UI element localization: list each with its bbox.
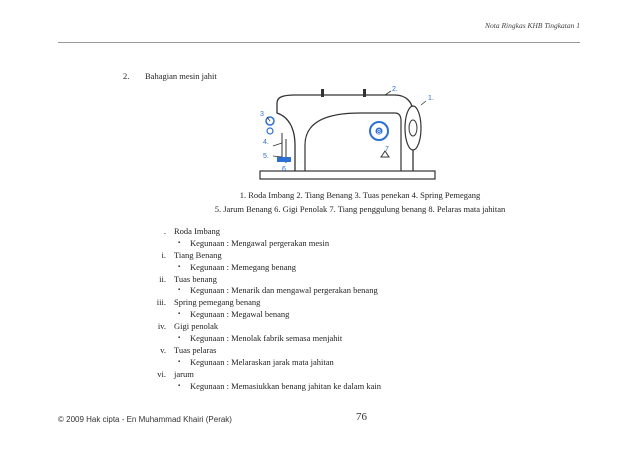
part-name: jarum	[174, 368, 194, 379]
part-name: Roda Imbang	[174, 226, 221, 236]
callout-label: 6	[282, 166, 286, 173]
sewing-machine-icon	[255, 83, 445, 187]
part-name: Spring pemegang benang	[174, 297, 261, 308]
list-subitem	[130, 285, 550, 297]
parts-list	[130, 226, 550, 392]
list-marker: vi.	[157, 368, 166, 379]
callout-label: 3	[260, 111, 264, 118]
list-marker: iii.	[156, 297, 166, 308]
callout-label: 4.	[263, 139, 269, 146]
list-item	[130, 345, 550, 357]
callout-label: 7	[385, 146, 389, 153]
callout-label: 5.	[263, 153, 269, 160]
list-subitem	[130, 333, 550, 345]
callout-label: 1.	[428, 95, 434, 102]
bullet-icon: ▪	[178, 311, 181, 318]
page-number: 76	[356, 411, 367, 423]
part-use: Kegunaan : Megawal benang	[190, 309, 290, 320]
callout-label: 2.	[392, 86, 398, 93]
list-subitem	[130, 262, 550, 274]
page-header: Nota Ringkas KHB Tingkatan 1	[484, 21, 580, 30]
part-use: Kegunaan : Memegang benang	[190, 261, 296, 272]
figure-caption-line-2: 5. Jarum Benang 6. Gigi Penolak 7. Tiang penggulung benang 8. Pelaras mata jahitan	[214, 204, 506, 214]
list-item	[130, 226, 550, 238]
list-marker: iv.	[157, 321, 166, 332]
bullet-icon: ▪	[178, 382, 181, 389]
bullet-icon: ▪	[178, 335, 181, 342]
section-title: Bahagian mesin jahit	[145, 71, 217, 81]
section-heading	[123, 71, 217, 81]
part-use: Kegunaan : Menolak fabrik semasa menjahit	[190, 333, 343, 344]
figure-caption-line-1: 1. Roda Imbang 2. Tiang Benang 3. Tuas penekan 4. Spring Pemegang	[239, 190, 481, 200]
list-item	[130, 297, 550, 309]
list-subitem	[130, 238, 550, 250]
part-use: Kegunaan : Memasiukkan benang jahitan ke dalam kain	[190, 380, 381, 391]
bullet-icon: ▪	[178, 358, 181, 365]
list-subitem	[130, 381, 550, 393]
list-marker: v.	[160, 344, 166, 355]
list-marker: ii.	[159, 273, 166, 284]
part-name: Tuas benang	[174, 273, 217, 284]
part-name: Gigi penolak	[174, 321, 219, 332]
part-use: Kegunaan : Mengawal pergerakan mesin	[190, 237, 330, 248]
list-subitem	[130, 357, 550, 369]
bullet-icon: ▪	[178, 263, 181, 270]
section-number: 2.	[123, 71, 130, 81]
part-use: Kegunaan : Melaraskan jarak mata jahitan	[190, 356, 334, 367]
bullet-icon: ▪	[178, 239, 181, 246]
list-item	[130, 369, 550, 381]
footer-copyright: © 2009 Hak cipta - En Muhammad Khairi (Perak)	[58, 415, 232, 424]
part-use: Kegunaan : Menarik dan mengawal pergerakan benang	[190, 285, 378, 296]
list-item	[130, 250, 550, 262]
part-name: Tuas pelaras	[174, 344, 217, 355]
list-marker: .	[163, 226, 166, 236]
list-item	[130, 274, 550, 286]
header-rule	[58, 42, 580, 43]
part-name: Tiang Benang	[174, 249, 222, 260]
list-item	[130, 321, 550, 333]
bullet-icon: ▪	[178, 287, 181, 294]
list-subitem	[130, 309, 550, 321]
callout-label: 8	[377, 129, 381, 136]
list-marker: i.	[161, 249, 166, 260]
